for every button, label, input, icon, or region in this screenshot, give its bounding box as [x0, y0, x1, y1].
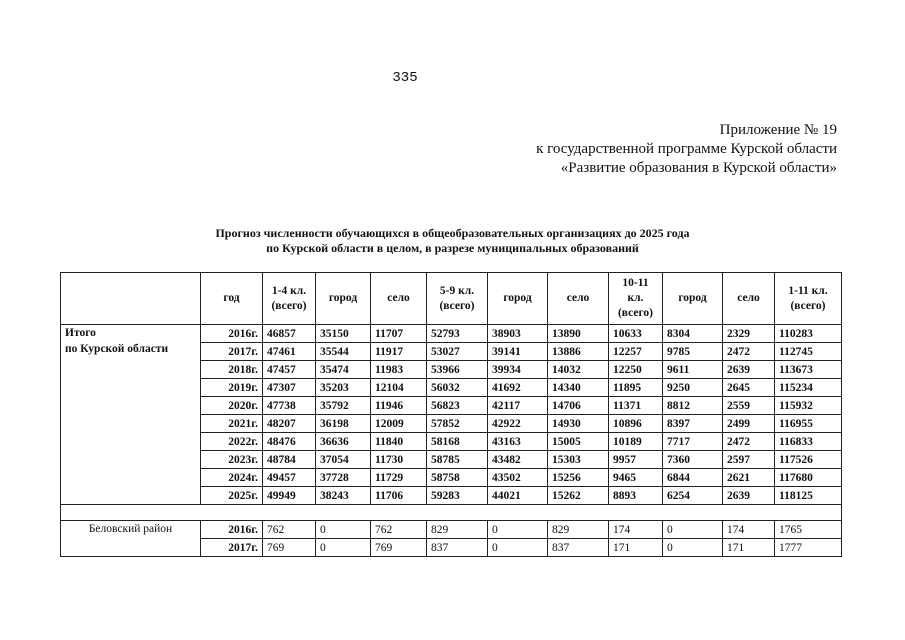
year-cell: 2017г.	[201, 343, 263, 361]
value-cell: 0	[316, 539, 371, 557]
value-cell: 36636	[316, 433, 371, 451]
value-cell: 11983	[371, 361, 427, 379]
header-grades-1-4-village: село	[371, 273, 427, 325]
value-cell: 2621	[723, 469, 775, 487]
table-title-line-2: по Курской области в целом, в разрезе муниципальных образований	[266, 241, 639, 255]
header-grades-5-9-village: село	[548, 273, 609, 325]
value-cell: 0	[488, 521, 548, 539]
value-cell: 769	[263, 539, 316, 557]
value-cell: 57852	[427, 415, 488, 433]
value-cell: 113673	[775, 361, 842, 379]
value-cell: 43163	[488, 433, 548, 451]
value-cell: 53027	[427, 343, 488, 361]
value-cell: 12250	[609, 361, 663, 379]
value-cell: 56032	[427, 379, 488, 397]
value-cell: 36198	[316, 415, 371, 433]
value-cell: 174	[609, 521, 663, 539]
value-cell: 58168	[427, 433, 488, 451]
value-cell: 0	[663, 539, 723, 557]
value-cell: 48476	[263, 433, 316, 451]
value-cell: 2329	[723, 325, 775, 343]
value-cell: 116833	[775, 433, 842, 451]
value-cell: 2472	[723, 433, 775, 451]
value-cell: 47738	[263, 397, 316, 415]
value-cell: 37728	[316, 469, 371, 487]
value-cell: 762	[371, 521, 427, 539]
value-cell: 8812	[663, 397, 723, 415]
value-cell: 6254	[663, 487, 723, 505]
value-cell: 47461	[263, 343, 316, 361]
year-cell: 2017г.	[201, 539, 263, 557]
value-cell: 42922	[488, 415, 548, 433]
value-cell: 118125	[775, 487, 842, 505]
year-cell: 2019г.	[201, 379, 263, 397]
value-cell: 46857	[263, 325, 316, 343]
table-body	[61, 325, 842, 557]
value-cell: 829	[548, 521, 609, 539]
value-cell: 6844	[663, 469, 723, 487]
header-grades-10-11-city: город	[663, 273, 723, 325]
value-cell: 7717	[663, 433, 723, 451]
value-cell: 38903	[488, 325, 548, 343]
value-cell: 13886	[548, 343, 609, 361]
district-label: Беловский район	[61, 521, 201, 557]
value-cell: 171	[723, 539, 775, 557]
header-grades-5-9-city: город	[488, 273, 548, 325]
value-cell: 11706	[371, 487, 427, 505]
value-cell: 53966	[427, 361, 488, 379]
appendix-header	[536, 121, 837, 178]
value-cell: 112745	[775, 343, 842, 361]
value-cell: 11730	[371, 451, 427, 469]
value-cell: 2472	[723, 343, 775, 361]
table-header-row	[61, 273, 842, 325]
value-cell: 35203	[316, 379, 371, 397]
value-cell: 43482	[488, 451, 548, 469]
value-cell: 11729	[371, 469, 427, 487]
value-cell: 47457	[263, 361, 316, 379]
value-cell: 47307	[263, 379, 316, 397]
header-grades-5-9-total: 5-9 кл. (всего)	[427, 273, 488, 325]
year-cell: 2016г.	[201, 521, 263, 539]
value-cell: 48207	[263, 415, 316, 433]
value-cell: 115932	[775, 397, 842, 415]
value-cell: 15256	[548, 469, 609, 487]
value-cell: 14930	[548, 415, 609, 433]
value-cell: 2597	[723, 451, 775, 469]
value-cell: 837	[548, 539, 609, 557]
value-cell: 9957	[609, 451, 663, 469]
header-grades-1-4-total: 1-4 кл. (всего)	[263, 273, 316, 325]
value-cell: 829	[427, 521, 488, 539]
value-cell: 35544	[316, 343, 371, 361]
value-cell: 10633	[609, 325, 663, 343]
page-number: 335	[392, 70, 418, 86]
header-grades-1-11-total: 1-11 кл. (всего)	[775, 273, 842, 325]
value-cell: 35150	[316, 325, 371, 343]
value-cell: 37054	[316, 451, 371, 469]
value-cell: 2639	[723, 361, 775, 379]
value-cell: 11946	[371, 397, 427, 415]
value-cell: 9611	[663, 361, 723, 379]
value-cell: 15303	[548, 451, 609, 469]
value-cell: 2559	[723, 397, 775, 415]
header-grades-10-11-total: 10-11 кл. (всего)	[609, 273, 663, 325]
year-cell: 2025г.	[201, 487, 263, 505]
value-cell: 2645	[723, 379, 775, 397]
value-cell: 35474	[316, 361, 371, 379]
spacer-cell	[61, 505, 842, 521]
value-cell: 110283	[775, 325, 842, 343]
table-title-line-1: Прогноз численности обучающихся в общеобразовательных организациях до 2025 года	[215, 226, 690, 240]
value-cell: 9465	[609, 469, 663, 487]
value-cell: 8893	[609, 487, 663, 505]
value-cell: 11707	[371, 325, 427, 343]
region-total-label	[61, 325, 201, 505]
value-cell: 11895	[609, 379, 663, 397]
value-cell: 8397	[663, 415, 723, 433]
value-cell: 15262	[548, 487, 609, 505]
value-cell: 58758	[427, 469, 488, 487]
value-cell: 115234	[775, 379, 842, 397]
year-cell: 2020г.	[201, 397, 263, 415]
value-cell: 2499	[723, 415, 775, 433]
table-title	[0, 226, 905, 256]
header-blank	[61, 273, 201, 325]
value-cell: 43502	[488, 469, 548, 487]
value-cell: 35792	[316, 397, 371, 415]
value-cell: 14706	[548, 397, 609, 415]
value-cell: 7360	[663, 451, 723, 469]
value-cell: 59283	[427, 487, 488, 505]
value-cell: 39934	[488, 361, 548, 379]
year-cell: 2016г.	[201, 325, 263, 343]
header-grades-10-11-village: село	[723, 273, 775, 325]
value-cell: 38243	[316, 487, 371, 505]
value-cell: 117526	[775, 451, 842, 469]
appendix-program-name: «Развитие образования в Курской области»	[560, 160, 837, 176]
year-cell: 2024г.	[201, 469, 263, 487]
value-cell: 837	[427, 539, 488, 557]
value-cell: 171	[609, 539, 663, 557]
table-row	[61, 521, 842, 539]
value-cell: 0	[663, 521, 723, 539]
value-cell: 15005	[548, 433, 609, 451]
value-cell: 116955	[775, 415, 842, 433]
year-cell: 2021г.	[201, 415, 263, 433]
table-row	[61, 325, 842, 343]
value-cell: 58785	[427, 451, 488, 469]
value-cell: 48784	[263, 451, 316, 469]
year-cell: 2023г.	[201, 451, 263, 469]
value-cell: 49949	[263, 487, 316, 505]
value-cell: 1765	[775, 521, 842, 539]
value-cell: 49457	[263, 469, 316, 487]
header-year: год	[201, 273, 263, 325]
value-cell: 12104	[371, 379, 427, 397]
spacer-row	[61, 505, 842, 521]
forecast-table	[60, 272, 842, 557]
value-cell: 117680	[775, 469, 842, 487]
value-cell: 8304	[663, 325, 723, 343]
appendix-program: к государственной программе Курской области	[536, 141, 837, 157]
value-cell: 14340	[548, 379, 609, 397]
value-cell: 769	[371, 539, 427, 557]
value-cell: 10189	[609, 433, 663, 451]
value-cell: 44021	[488, 487, 548, 505]
value-cell: 174	[723, 521, 775, 539]
year-cell: 2018г.	[201, 361, 263, 379]
value-cell: 9785	[663, 343, 723, 361]
appendix-number: Приложение № 19	[719, 122, 837, 138]
value-cell: 52793	[427, 325, 488, 343]
value-cell: 14032	[548, 361, 609, 379]
value-cell: 2639	[723, 487, 775, 505]
value-cell: 762	[263, 521, 316, 539]
value-cell: 11840	[371, 433, 427, 451]
value-cell: 0	[316, 521, 371, 539]
value-cell: 11917	[371, 343, 427, 361]
year-cell: 2022г.	[201, 433, 263, 451]
value-cell: 13890	[548, 325, 609, 343]
value-cell: 0	[488, 539, 548, 557]
region-total-label-line-2: по Курской области	[65, 343, 169, 355]
value-cell: 12009	[371, 415, 427, 433]
value-cell: 12257	[609, 343, 663, 361]
value-cell: 1777	[775, 539, 842, 557]
value-cell: 9250	[663, 379, 723, 397]
region-total-label-line-1: Итого	[65, 327, 96, 339]
value-cell: 42117	[488, 397, 548, 415]
value-cell: 11371	[609, 397, 663, 415]
value-cell: 41692	[488, 379, 548, 397]
value-cell: 39141	[488, 343, 548, 361]
header-grades-1-4-city: город	[316, 273, 371, 325]
value-cell: 10896	[609, 415, 663, 433]
value-cell: 56823	[427, 397, 488, 415]
